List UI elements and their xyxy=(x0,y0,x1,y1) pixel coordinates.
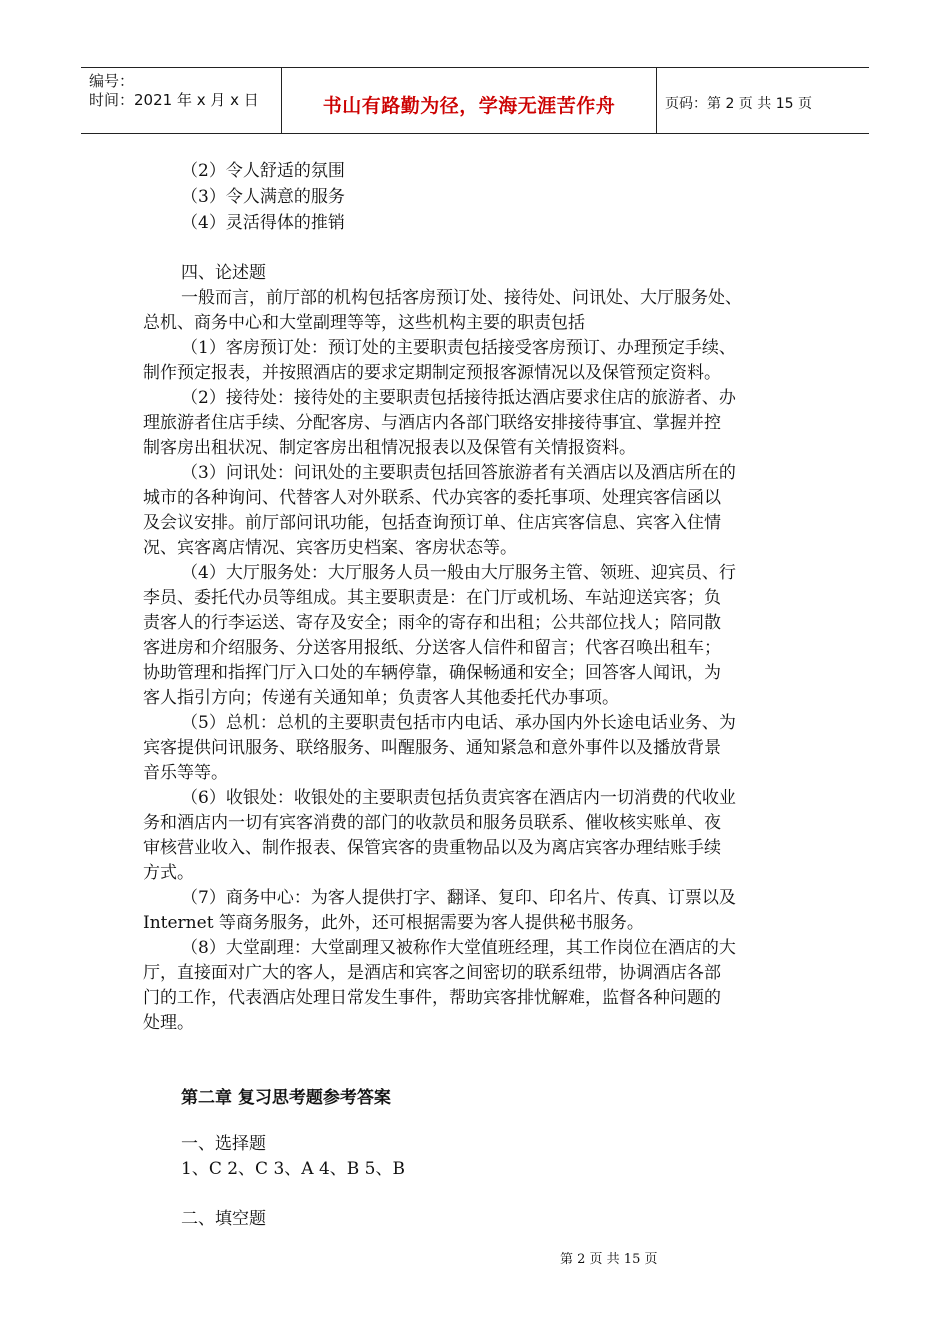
body-line: 况、宾客离店情况、宾客历史档案、客房状态等。 xyxy=(143,538,517,558)
body-line: （5）总机：总机的主要职责包括市内电话、承办国内外长途电话业务、为 xyxy=(181,713,736,733)
body-line: 客进房和介绍服务、分送客用报纸、分送客人信件和留言；代客召唤出租车； xyxy=(143,638,721,658)
body-line: 客人指引方向；传递有关通知单；负责客人其他委托代办事项。 xyxy=(143,688,619,708)
body-line: 厅，直接面对广大的客人，是酒店和宾客之间密切的联系纽带，协调酒店各部 xyxy=(143,963,721,983)
body-line: 李员、委托代办员等组成。其主要职责是：在门厅或机场、车站迎送宾客；负 xyxy=(143,588,721,608)
body-line: 一般而言，前厅部的机构包括客房预订处、接待处、问讯处、大厅服务处、 xyxy=(181,288,742,308)
body-line: 方式。 xyxy=(143,863,194,883)
body-line: （3）问讯处：问讯处的主要职责包括回答旅游者有关酒店以及酒店所在的 xyxy=(181,463,736,483)
doc-code-label: 编号： xyxy=(89,72,135,90)
body-line: 审核营业收入、制作报表、保管宾客的贵重物品以及为离店宾客办理结账手续 xyxy=(143,838,721,858)
body-line: 及会议安排。前厅部问讯功能，包括查询预订单、住店宾客信息、宾客入住情 xyxy=(143,513,721,533)
body-line: 处理。 xyxy=(143,1013,194,1033)
page-header xyxy=(81,67,869,134)
body-line: （6）收银处：收银处的主要职责包括负责宾客在酒店内一切消费的代收业 xyxy=(181,788,736,808)
body-line: （4）大厅服务处：大厅服务人员一般由大厅服务主管、领班、迎宾员、行 xyxy=(181,563,736,583)
answer-line: 1、C 2、C 3、A 4、B 5、B xyxy=(181,1159,405,1179)
body-line: （1）客房预订处：预订处的主要职责包括接受客房预订、办理预定手续、 xyxy=(181,338,736,358)
body-line: （4）灵活得体的推销 xyxy=(181,213,345,233)
header-meta-cell xyxy=(81,68,282,133)
body-line: 务和酒店内一切有宾客消费的部门的收款员和服务员联系、催收核实账单、夜 xyxy=(143,813,721,833)
header-motto-cell xyxy=(282,68,657,133)
doc-date-label: 时间：2021 年 x 月 x 日 xyxy=(89,91,259,109)
body-line: 责客人的行李运送、寄存及安全；雨伞的寄存和出租；公共部位找人；陪同散 xyxy=(143,613,721,633)
body-line: 制客房出租状况、制定客房出租情况报表以及保管有关情报资料。 xyxy=(143,438,636,458)
header-motto: 书山有路勤为径，学海无涯苦作舟 xyxy=(322,95,616,117)
header-page-number: 页码：第 2 页 共 15 页 xyxy=(665,96,812,112)
body-line: （2）令人舒适的氛围 xyxy=(181,161,345,181)
section-heading: 四、论述题 xyxy=(181,263,266,283)
body-line: （8）大堂副理：大堂副理又被称作大堂值班经理，其工作岗位在酒店的大 xyxy=(181,938,736,958)
body-line: 城市的各种询问、代替客人对外联系、代办宾客的委托事项、处理宾客信函以 xyxy=(143,488,721,508)
body-line: 协助管理和指挥门厅入口处的车辆停靠，确保畅通和安全；回答客人闻讯，为 xyxy=(143,663,721,683)
body-line: （3）令人满意的服务 xyxy=(181,187,345,207)
body-line: 理旅游者住店手续、分配客房、与酒店内各部门联络安排接待事宜、掌握并控 xyxy=(143,413,721,433)
body-line: （7）商务中心：为客人提供打字、翻译、复印、印名片、传真、订票以及 xyxy=(181,888,736,908)
body-line: 音乐等等。 xyxy=(143,763,228,783)
body-line: 宾客提供问讯服务、联络服务、叫醒服务、通知紧急和意外事件以及播放背景 xyxy=(143,738,721,758)
header-page-cell xyxy=(657,68,869,133)
body-line: 门的工作，代表酒店处理日常发生事件，帮助宾客排忧解难，监督各种问题的 xyxy=(143,988,721,1008)
body-line: 制作预定报表，并按照酒店的要求定期制定预报客源情况以及保管预定资料。 xyxy=(143,363,721,383)
page-footer: 第 2 页 共 15 页 xyxy=(560,1252,658,1267)
body-line: （2）接待处：接待处的主要职责包括接待抵达酒店要求住店的旅游者、办 xyxy=(181,388,736,408)
chapter-title: 第二章 复习思考题参考答案 xyxy=(181,1088,391,1108)
body-line: Internet 等商务服务，此外，还可根据需要为客人提供秘书服务。 xyxy=(143,913,644,933)
section-heading: 二、填空题 xyxy=(181,1209,266,1229)
body-line: 总机、商务中心和大堂副理等等，这些机构主要的职责包括 xyxy=(143,313,585,333)
section-heading: 一、选择题 xyxy=(181,1134,266,1154)
